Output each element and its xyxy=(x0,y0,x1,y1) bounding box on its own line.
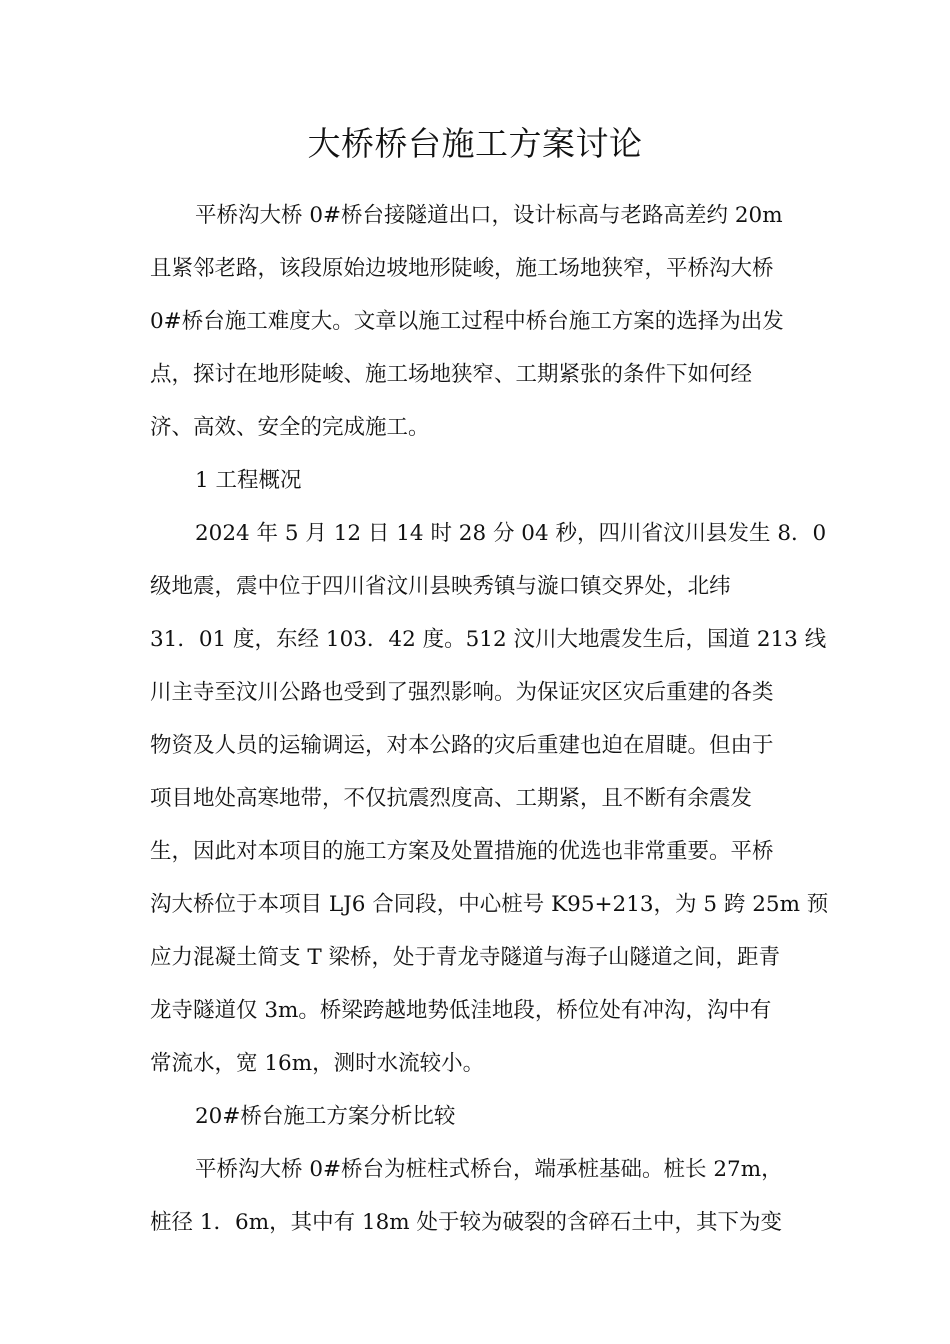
paragraph-line: 平桥沟大桥 0#桥台接隧道出口，设计标高与老路高差约 20m xyxy=(195,203,783,228)
section-heading-abutment-scheme: 20#桥台施工方案分析比较 xyxy=(195,1104,456,1129)
paragraph-line: 应力混凝土简支 T 梁桥，处于青龙寺隧道与海子山隧道之间，距青 xyxy=(150,945,781,970)
paragraph-line: 0#桥台施工难度大。文章以施工过程中桥台施工方案的选择为出发 xyxy=(150,309,784,334)
paragraph-line: 点，探讨在地形陡峻、施工场地狭窄、工期紧张的条件下如何经 xyxy=(150,362,753,387)
paragraph-line: 2024 年 5 月 12 日 14 时 28 分 04 秒，四川省汶川县发生 8．0 xyxy=(195,521,827,546)
paragraph-line: 级地震，震中位于四川省汶川县映秀镇与漩口镇交界处，北纬 xyxy=(150,574,731,599)
paragraph-abutment-scheme xyxy=(150,1143,805,1249)
paragraph-line: 31．01 度，东经 103．42 度。512 汶川大地震发生后，国道 213 线 xyxy=(150,627,827,652)
section-heading-project-overview: 1 工程概况 xyxy=(195,468,302,493)
paragraph-line: 常流水，宽 16m，测时水流较小。 xyxy=(150,1051,485,1076)
paragraph-line: 物资及人员的运输调运，对本公路的灾后重建也迫在眉睫。但由于 xyxy=(150,733,774,758)
paragraph-intro xyxy=(150,189,805,454)
paragraph-line: 平桥沟大桥 0#桥台为桩柱式桥台，端承桩基础。桩长 27m， xyxy=(195,1157,783,1182)
paragraph-line: 且紧邻老路，该段原始边坡地形陡峻，施工场地狭窄，平桥沟大桥 xyxy=(150,256,774,281)
paragraph-line: 项目地处高寒地带，不仅抗震烈度高、工期紧，且不断有余震发 xyxy=(150,786,753,811)
paragraph-line: 龙寺隧道仅 3m。桥梁跨越地势低洼地段，桥位处有冲沟，沟中有 xyxy=(150,998,772,1023)
paragraph-project-overview xyxy=(150,507,829,1090)
paragraph-line: 桩径 1．6m，其中有 18m 处于较为破裂的含碎石土中，其下为变 xyxy=(150,1210,782,1235)
paragraph-line: 生，因此对本项目的施工方案及处置措施的优选也非常重要。平桥 xyxy=(150,839,774,864)
document-body xyxy=(150,189,829,1249)
paragraph-line: 济、高效、安全的完成施工。 xyxy=(150,415,430,440)
document-title: 大桥桥台施工方案讨论 xyxy=(307,124,643,163)
paragraph-line: 川主寺至汶川公路也受到了强烈影响。为保证灾区灾后重建的各类 xyxy=(150,680,774,705)
paragraph-line: 沟大桥位于本项目 LJ6 合同段，中心桩号 K95+213，为 5 跨 25m 预 xyxy=(150,892,829,917)
